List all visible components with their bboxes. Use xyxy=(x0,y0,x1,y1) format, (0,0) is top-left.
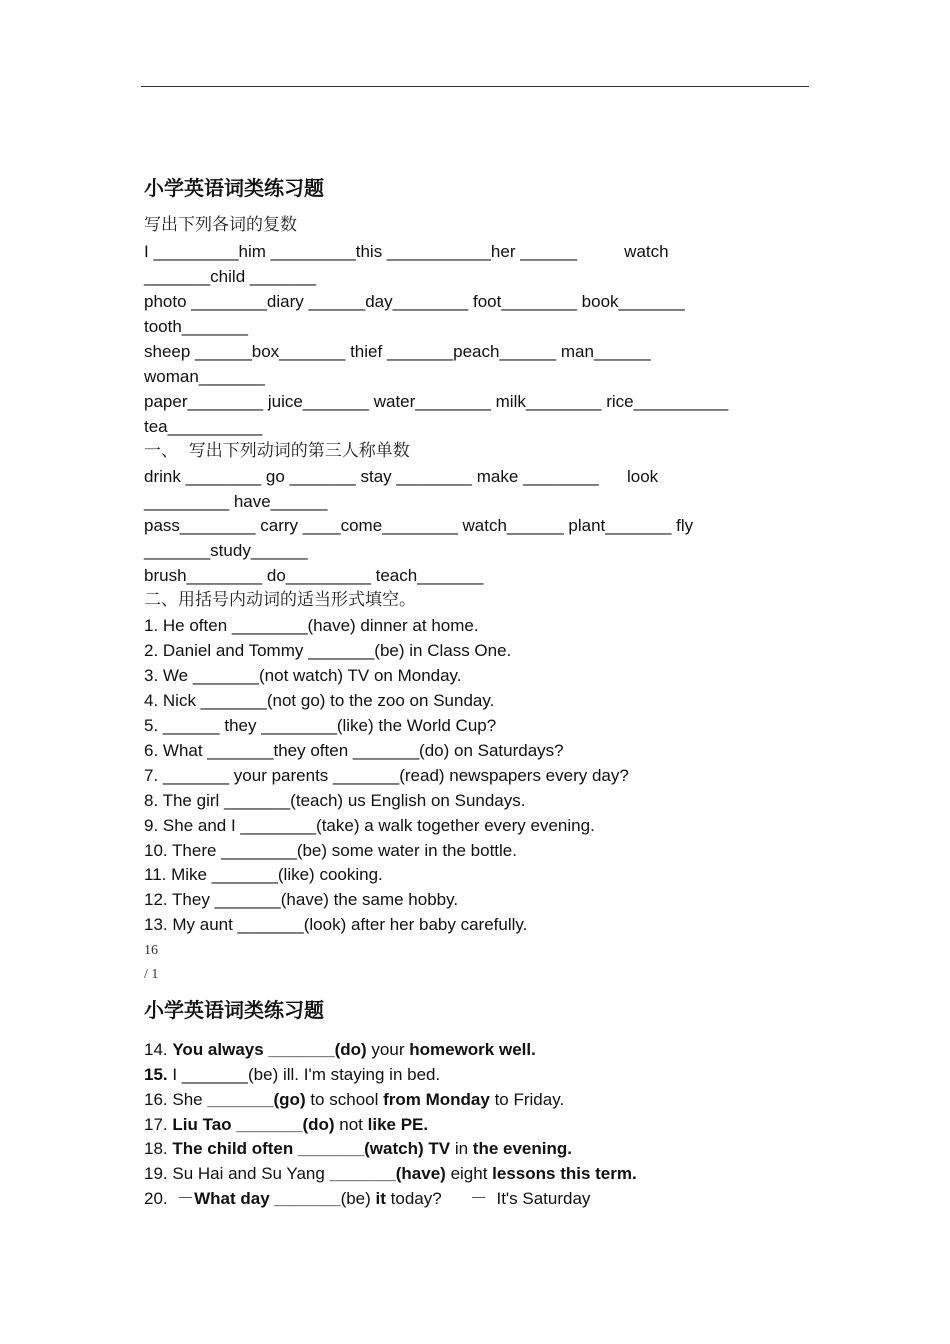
bold-segment: it xyxy=(375,1189,386,1208)
text-segment: 17. xyxy=(144,1115,173,1134)
third-person-line: pass________ carry ____come________ watch______ plant_______ fly xyxy=(144,516,694,535)
bold-segment: Liu Tao _______(do) xyxy=(172,1115,335,1134)
text-segment: today? － It's Saturday xyxy=(385,1189,591,1208)
text-segment: not xyxy=(334,1115,368,1134)
text-segment: to school xyxy=(305,1090,384,1109)
fill-item: 13. My aunt _______(look) after her baby carefully. xyxy=(144,915,528,934)
worksheet-title: 小学英语词类练习题 xyxy=(144,176,324,200)
text-segment: in xyxy=(450,1139,473,1158)
fill-item: 4. Nick _______(not go) to the zoo on Sunday. xyxy=(144,691,495,710)
bold-segment: lessons this term. xyxy=(492,1164,637,1183)
text-segment: 19. Su Hai and Su Yang xyxy=(144,1164,330,1183)
bold-segment: the evening. xyxy=(472,1139,572,1158)
text-segment: 18. xyxy=(144,1139,173,1158)
fill-item: 9. She and I ________(take) a walk together every evening. xyxy=(144,816,595,835)
bold-segment: 15. xyxy=(144,1065,168,1084)
fill-item: 7. _______ your parents _______(read) newspapers every day? xyxy=(144,766,629,785)
bold-segment: _______(have) xyxy=(329,1164,446,1183)
page2-item xyxy=(144,1064,440,1086)
page2-item xyxy=(144,1114,428,1136)
plural-line: paper________ juice_______ water________ milk________ rice__________ xyxy=(144,392,729,411)
page-number-bottom: / 1 xyxy=(144,967,159,982)
fill-item: 6. What _______they often _______(do) on Saturdays? xyxy=(144,741,564,760)
bold-segment: _______(go) xyxy=(207,1090,306,1109)
third-person-line: _______study______ xyxy=(144,541,308,560)
plural-line: tooth_______ xyxy=(144,317,248,336)
plural-line: photo ________diary ______day________ foot________ book_______ xyxy=(144,292,685,311)
fill-item: 12. They _______(have) the same hobby. xyxy=(144,890,459,909)
page2-item xyxy=(144,1039,536,1061)
text-segment: eight xyxy=(445,1164,493,1183)
plural-line: tea__________ xyxy=(144,417,263,436)
third-person-heading: 一、 写出下列动词的第三人称单数 xyxy=(144,441,410,461)
bold-segment: homework well. xyxy=(409,1040,536,1059)
text-segment: I _______(be) ill. I'm staying in bed. xyxy=(167,1065,441,1084)
text-segment: to Friday. xyxy=(489,1090,565,1109)
fill-item: 11. Mike _______(like) cooking. xyxy=(144,865,383,884)
page-number-top: 16 xyxy=(144,943,158,958)
fill-item: 5. ______ they ________(like) the World Cup? xyxy=(144,716,497,735)
bold-segment: The child often _______(watch) TV xyxy=(172,1139,451,1158)
fill-heading: 二、用括号内动词的适当形式填空。 xyxy=(144,590,416,610)
third-person-line: drink ________ go _______ stay ________ make ________ look xyxy=(144,467,659,486)
third-person-line: _________ have______ xyxy=(144,492,328,511)
page2-item xyxy=(144,1138,572,1160)
bold-segment: What day _______ xyxy=(194,1189,341,1208)
bold-segment: like PE. xyxy=(367,1115,429,1134)
fill-item: 8. The girl _______(teach) us English on Sundays. xyxy=(144,791,526,810)
text-segment: 16. She xyxy=(144,1090,208,1109)
text-segment: your xyxy=(366,1040,410,1059)
text-segment: 14. xyxy=(144,1040,173,1059)
plural-line: woman_______ xyxy=(144,367,265,386)
plural-line: I _________him _________this ___________her ______ watch xyxy=(144,242,669,261)
plural-heading: 写出下列各词的复数 xyxy=(144,215,297,235)
text-segment: (be) xyxy=(340,1189,376,1208)
bold-segment: from Monday xyxy=(383,1090,490,1109)
fill-item: 3. We _______(not watch) TV on Monday. xyxy=(144,666,462,685)
fill-item: 2. Daniel and Tommy _______(be) in Class One. xyxy=(144,641,512,660)
page2-title: 小学英语词类练习题 xyxy=(144,998,324,1022)
page2-item xyxy=(144,1163,637,1185)
third-person-line: brush________ do_________ teach_______ xyxy=(144,566,484,585)
page2-item xyxy=(144,1089,564,1111)
fill-item: 10. There ________(be) some water in the bottle. xyxy=(144,841,517,860)
plural-line: _______child _______ xyxy=(144,267,317,286)
fill-item: 1. He often ________(have) dinner at home. xyxy=(144,616,479,635)
plural-line: sheep ______box_______ thief _______peach______ man______ xyxy=(144,342,651,361)
bold-segment: You always _______(do) xyxy=(172,1040,367,1059)
header-rule xyxy=(141,86,809,87)
text-segment: 20. － xyxy=(144,1189,195,1208)
page2-item xyxy=(144,1188,590,1210)
